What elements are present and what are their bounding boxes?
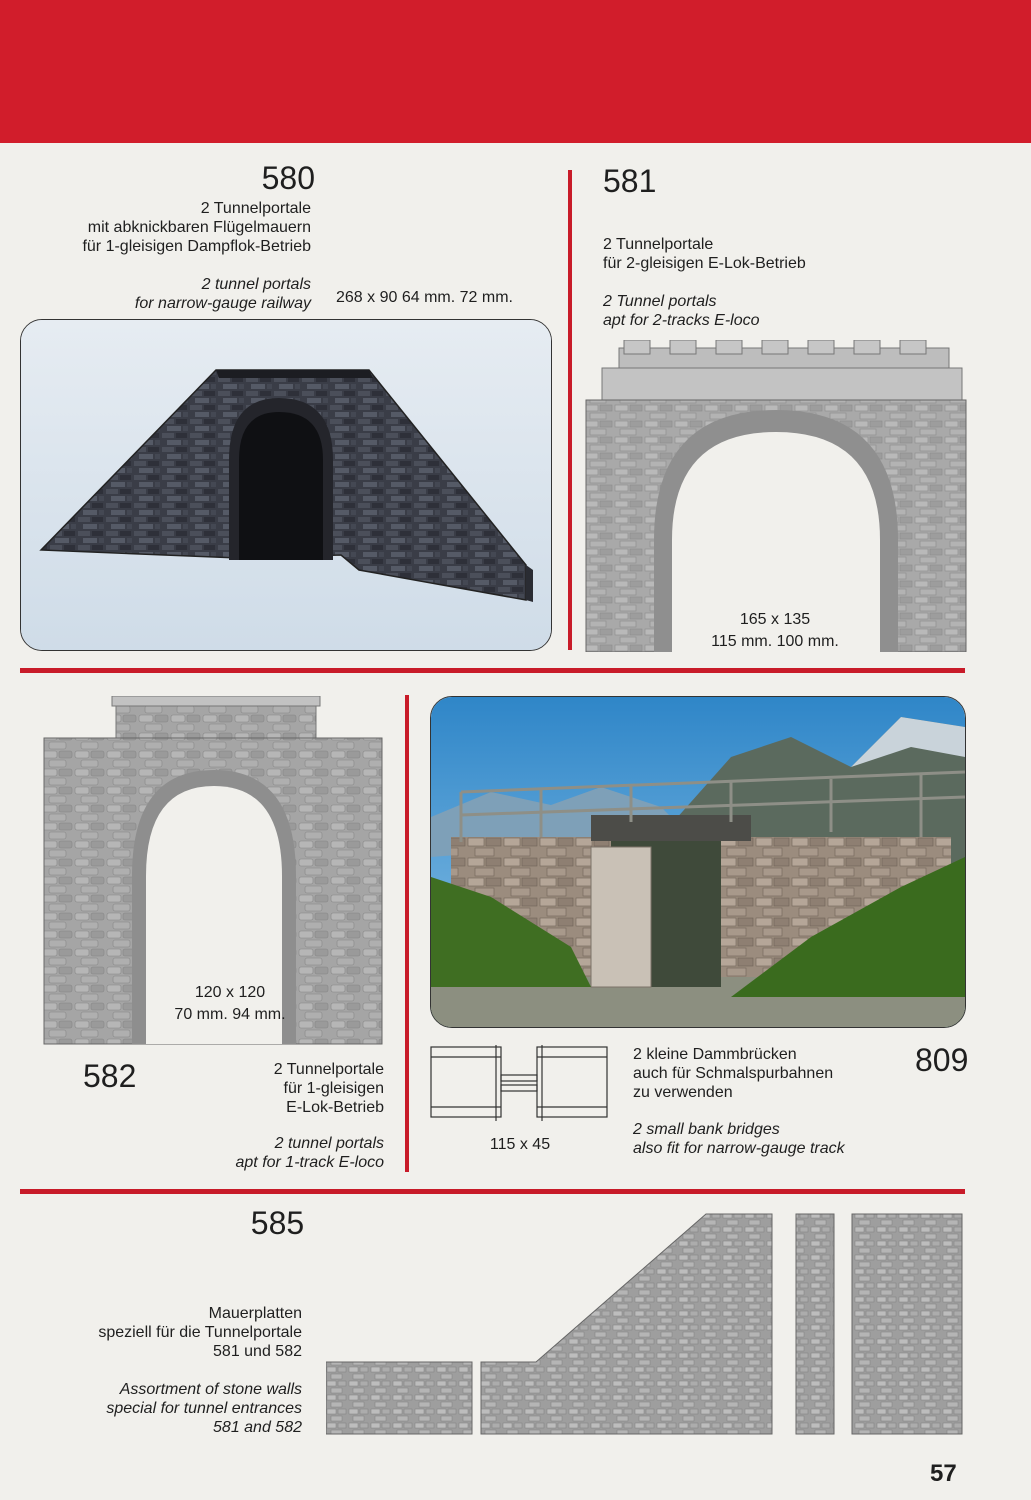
column-divider-middle [405, 695, 409, 1172]
text-line: Assortment of stone walls [119, 1381, 302, 1398]
column-divider-top [568, 170, 572, 650]
text-line: 2 small bank bridges [633, 1121, 780, 1138]
description-en-582 [150, 1134, 384, 1172]
text-line: auch für Schmalspurbahnen [633, 1065, 834, 1082]
text-line: 581 und 582 [213, 1343, 302, 1360]
drawing-809-plan [430, 1045, 608, 1123]
text-line: 2 kleine Dammbrücken [633, 1046, 797, 1063]
description-en-809 [633, 1120, 903, 1158]
page-number: 57 [930, 1460, 957, 1487]
text-line: 120 x 120 [194, 984, 266, 1001]
text-line: mit abknickbaren Flügelmauern [87, 219, 311, 236]
product-number-585: 585 [250, 1205, 305, 1241]
dimensions-581 [690, 609, 860, 653]
description-en-581 [603, 292, 903, 330]
description-en-585 [20, 1380, 302, 1437]
text-line: apt for 2-tracks E-loco [603, 312, 760, 329]
product-number-809: 809 [915, 1042, 969, 1078]
product-number-580: 580 [261, 160, 315, 196]
text-line: 165 x 135 [739, 611, 811, 628]
text-line: 581 and 582 [213, 1419, 302, 1436]
text-line: 115 mm. 100 mm. [711, 633, 839, 650]
text-line: 2 Tunnelportale [200, 200, 311, 217]
text-line: apt for 1-track E-loco [235, 1154, 384, 1171]
photo-809-bank-bridge [430, 696, 966, 1028]
description-en-580 [20, 275, 311, 313]
description-de-809 [633, 1045, 893, 1102]
text-line: für 1-gleisigen [283, 1080, 384, 1097]
photo-580-tunnel-portal [20, 319, 552, 651]
dimensions-580: 268 x 90 64 mm. 72 mm. [336, 289, 513, 306]
description-de-582 [200, 1060, 384, 1117]
text-line: für 2-gleisigen E-Lok-Betrieb [603, 255, 806, 272]
description-de-585 [20, 1304, 302, 1361]
text-line: E-Lok-Betrieb [286, 1099, 384, 1116]
text-line: 2 Tunnel portals [603, 293, 717, 310]
text-line: also fit for narrow-gauge track [633, 1140, 845, 1157]
text-line: 2 Tunnelportale [273, 1061, 384, 1078]
section-divider-1 [20, 668, 965, 673]
product-number-581: 581 [603, 163, 657, 199]
text-line: 2 Tunnelportale [603, 236, 714, 253]
image-585-stone-wall-plates [326, 1212, 966, 1437]
text-line: 2 tunnel portals [201, 276, 311, 293]
text-line: for narrow-gauge railway [134, 295, 311, 312]
section-divider-2 [20, 1189, 965, 1194]
text-line: Mauerplatten [208, 1305, 302, 1322]
text-line: für 1-gleisigen Dampflok-Betrieb [82, 238, 311, 255]
description-de-581 [603, 235, 903, 273]
dimensions-582 [140, 982, 320, 1026]
product-number-582: 582 [83, 1058, 137, 1094]
text-line: 70 mm. 94 mm. [174, 1006, 286, 1023]
image-581-double-track-portal [584, 340, 968, 652]
description-de-580 [20, 199, 311, 256]
text-line: special for tunnel entrances [106, 1400, 302, 1417]
text-line: zu verwenden [633, 1084, 733, 1101]
header-band [0, 0, 1031, 143]
text-line: speziell für die Tunnelportale [98, 1324, 302, 1341]
dimensions-809: 115 x 45 [489, 1136, 551, 1153]
text-line: 2 tunnel portals [274, 1135, 384, 1152]
